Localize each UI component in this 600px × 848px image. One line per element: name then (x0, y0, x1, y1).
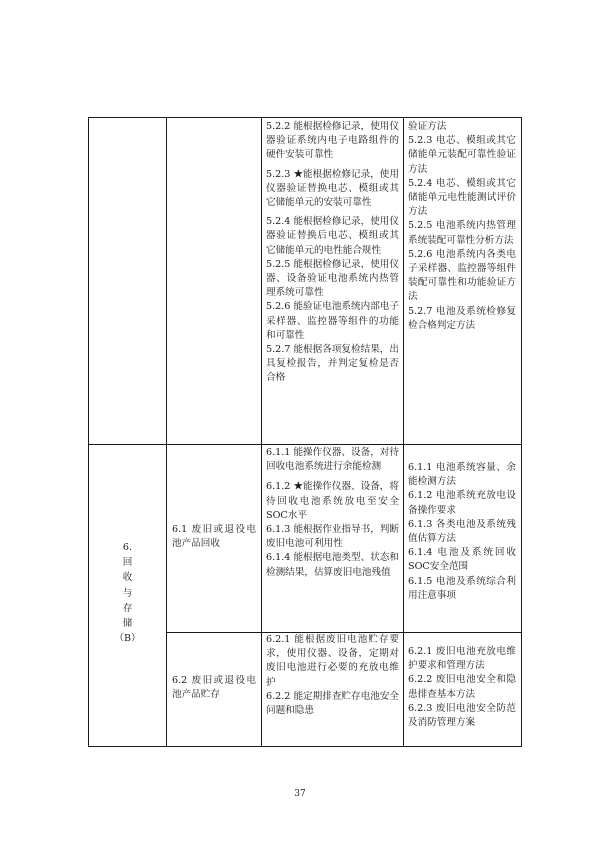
skill-5-2-2: 5.2.2 能根据检修记录，使用仪器验证系统内电子电路组件的硬件安装可靠性 (266, 121, 399, 161)
skill-6-1-2: 6.1.2 ★能操作仪器、设备，将待回收电池系统放电至安全SOC水平 (266, 481, 399, 521)
subcategory-6-2-title: 6.2 废旧或退役电池产品贮存 (172, 675, 256, 701)
skill-6-1-4: 6.1.4 能根据电池类型、状态和检测结果，估算废旧电池残值 (266, 552, 399, 578)
skill-6-1-3: 6.1.3 能根据作业指导书，判断废旧电池可利用性 (266, 524, 399, 550)
category-char: 收 (122, 572, 133, 584)
category-char: 回 (122, 557, 133, 569)
knowledge-6-1-4: 6.1.4 电池及系统回收SOC安全范围 (408, 547, 516, 573)
skill-6-2-2: 6.2.2 能定期排查贮存电池安全问题和隐患 (266, 690, 399, 717)
skill-5-2-7: 5.2.7 能根据各项复检结果，出具复检报告，并判定复检是否合格 (266, 344, 399, 384)
skills-cell-5-2 (266, 120, 399, 386)
category-char: 储 (122, 618, 133, 630)
knowledge-5-2-2-cont: 验证方法 (408, 121, 447, 132)
knowledge-6-1-1: 6.1.1 电池系统容量、余能检测方法 (408, 462, 516, 488)
knowledge-6-1-2: 6.1.2 电池系统充放电设备操作要求 (408, 490, 516, 516)
category-6-recycle-storage (89, 540, 166, 646)
skills-cell-6-2 (266, 633, 399, 718)
knowledge-6-1-5: 6.1.5 电池及系统综合利用注意事项 (408, 575, 516, 601)
knowledge-5-2-4: 5.2.4 电芯、模组或其它储能单元电性能测试评价方法 (408, 177, 516, 218)
skill-6-1-1: 6.1.1 能操作仪器、设备，对待回收电池系统进行余能检测 (266, 447, 399, 473)
knowledge-6-2-2: 6.2.2 废旧电池安全和隐患排查基本方法 (408, 674, 516, 700)
col-divider-3 (403, 118, 404, 746)
category-char: 存 (122, 602, 133, 614)
col-divider-1 (166, 118, 167, 746)
category-char: 与 (122, 587, 133, 599)
skill-5-2-4: 5.2.4 能根据检修记录，使用仪器验证替换后电芯、模组或其它储能单元的电性能合规性 (266, 216, 399, 256)
knowledge-5-2-7: 5.2.7 电池及系统检修复检合格判定方法 (408, 305, 516, 331)
knowledge-6-2-1: 6.2.1 废旧电池充放电维护要求和管理方法 (408, 646, 516, 672)
knowledge-cell-6-2 (408, 645, 516, 730)
page-number: 37 (294, 789, 306, 799)
knowledge-5-2-6: 5.2.6 电池系统内各类电子采样器、监控器等组件装配可靠性和功能验证方法 (408, 248, 516, 303)
skill-5-2-3: 5.2.3 ★能根据检修记录，使用仪器验证替换电芯、模组或其它储能单元的安装可靠性 (266, 168, 399, 209)
col-divider-2 (261, 118, 262, 746)
knowledge-5-2-5: 5.2.5 电池系统内热管理系统装配可靠性分析方法 (408, 220, 516, 246)
knowledge-cell-5-2 (408, 120, 516, 333)
knowledge-6-2-3: 6.2.3 废旧电池安全防范及消防管理方案 (408, 702, 516, 729)
knowledge-5-2-3: 5.2.3 电芯、模组或其它储能单元装配可靠性验证方法 (408, 135, 516, 175)
category-level: （B） (114, 633, 141, 645)
row-divider-section6 (89, 444, 521, 445)
competency-table (88, 117, 522, 747)
skill-6-2-1: 6.2.1 能根据废旧电池贮存要求，使用仪器、设备，定期对废旧电池进行必要的充放电维护 (266, 634, 399, 688)
skill-5-2-6: 5.2.6 能验证电池系统内部电子采样器、监控器等组件的功能和可靠性 (266, 301, 399, 341)
skill-5-2-5: 5.2.5 能根据检修记录，使用仪器、设备验证电池系统内热管理系统可靠性 (266, 258, 399, 299)
category-number: 6. (122, 542, 133, 553)
knowledge-6-1-3: 6.1.3 各类电池及系统残值估算方法 (408, 518, 516, 545)
knowledge-cell-6-1 (408, 461, 516, 603)
skills-cell-6-1 (266, 446, 399, 580)
subcategory-6-1-title: 6.1 废旧或退役电池产品回收 (172, 524, 256, 550)
